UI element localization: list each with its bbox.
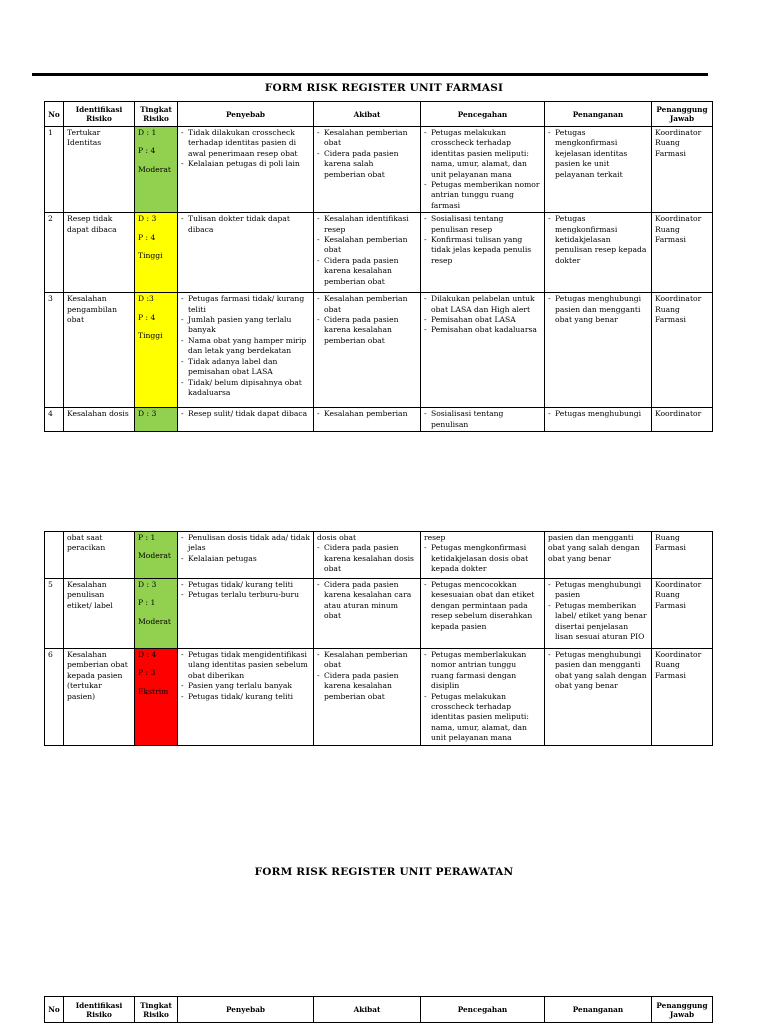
bullet-list (424, 214, 541, 266)
bullet-list (424, 543, 541, 574)
bullet-item: - Petugas memberikan nomor antrian tunggu ruang farmasi (424, 180, 541, 211)
bullet-item: - Kesalahan pemberian obat (317, 650, 417, 671)
bullet-list (548, 409, 648, 419)
row-number: 1 (45, 127, 64, 213)
handling-cell (545, 213, 652, 293)
header-row (45, 102, 713, 127)
bullet-list (181, 533, 310, 564)
risk-table-farmasi-continued (44, 531, 713, 746)
bullet-list (424, 580, 541, 632)
bullet-item: - Sosialisasi tentang penulisan (424, 409, 541, 430)
cause-cell (178, 408, 314, 432)
bullet-list (424, 294, 541, 336)
bullet-item: - Petugas menghubungi pasien (548, 580, 648, 601)
handling-cell (545, 649, 652, 746)
responsible-person: Koordinator Ruang Farmasi (652, 293, 713, 408)
bullet-list (548, 128, 648, 180)
bullet-list (181, 580, 310, 601)
risk-identification: Kesalahan pemberian obat kepada pasien (tertukar pasien) (64, 649, 135, 746)
table-row (45, 579, 713, 649)
risk-identification: Tertukar Identitas (64, 127, 135, 213)
col-pencegahan: Pencegahan (421, 102, 545, 127)
col-penyebab: Penyebab (178, 997, 314, 1023)
col-no: No (45, 997, 64, 1023)
effect-cell (314, 127, 421, 213)
risk-level-p: P : 1 (138, 598, 156, 608)
bullet-item: - Petugas mengkonfirmasi ketidakjelasan penulisan resep kepada dokter (548, 214, 648, 266)
col-penanganan: Penanganan (545, 102, 652, 127)
bullet-item: - Kelalaian petugas di poli lain (181, 159, 310, 169)
effect-cell (314, 649, 421, 746)
prevention-cell (421, 293, 545, 408)
col-identifikasi: Identifikasi Risiko (64, 997, 135, 1023)
bullet-item: - Petugas memberikan label/ etiket yang benar disertai penjelasan lisan sesuai aturan PIO (548, 601, 648, 643)
bullet-item: - Kesalahan pemberian obat (317, 235, 417, 256)
title-farmasi: FORM RISK REGISTER UNIT FARMASI (264, 82, 504, 94)
bullet-item: - Penulisan dosis tidak ada/ tidak jelas (181, 533, 310, 554)
bullet-item: - Cidera pada pasien karena kesalahan pemberian obat (317, 256, 417, 287)
prevention-cell (421, 127, 545, 213)
bullet-item: - Petugas farmasi tidak/ kurang teliti (181, 294, 310, 315)
risk-level-level: Moderat (138, 616, 171, 626)
risk-level-level: Tinggi (138, 331, 163, 341)
risk-level-p: P : 3 (138, 668, 156, 678)
effect-text: dosis obat (317, 533, 357, 542)
col-identifikasi: Identifikasi Risiko (64, 102, 135, 127)
bullet-item: - Petugas melakukan crosscheck terhadap identitas pasien meliputi: nama, umur, alamat, dan unit pelayanan mana (424, 128, 541, 180)
handling-cell (545, 579, 652, 649)
risk-level (135, 213, 178, 293)
effect-cell (314, 532, 421, 579)
cause-cell (178, 532, 314, 579)
risk-level (135, 579, 178, 649)
bullet-item: - Petugas memberlakukan nomor antrian tunggu ruang farmasi dengan disiplin (424, 650, 541, 692)
bullet-list (317, 128, 417, 180)
bullet-item: - Petugas menghubungi pasien dan mengganti obat yang salah dengan obat yang benar (548, 650, 648, 692)
bullet-list (424, 650, 541, 744)
col-akibat: Akibat (314, 997, 421, 1023)
bullet-item: - Petugas tidak/ kurang teliti (181, 692, 310, 702)
table-row (45, 408, 713, 432)
bullet-item: - Kesalahan pemberian (317, 409, 417, 419)
risk-level-level: Tinggi (138, 251, 163, 261)
risk-level-level: Moderat (138, 551, 171, 561)
risk-level-level: Moderat (138, 164, 171, 174)
handling-cell (545, 408, 652, 432)
bullet-item: - Petugas terlalu terburu-buru (181, 590, 310, 600)
table-row (45, 293, 713, 408)
bullet-list (548, 650, 648, 692)
bullet-item: - Tidak dilakukan crosscheck terhadap identitas pasien di awal penerimaan resep obat (181, 128, 310, 159)
table-row (45, 127, 713, 213)
bullet-item: - Petugas mengkonfirmasi ketidakjelasan dosis obat kepada dokter (424, 543, 541, 574)
risk-level-level: Ekstrim (138, 686, 169, 696)
bullet-item: - Cidera pada pasien karena kesalahan pemberian obat (317, 315, 417, 346)
col-penanggung: Penanggung Jawab (652, 997, 713, 1023)
bullet-item: - Tulisan dokter tidak dapat dibaca (181, 214, 310, 235)
bullet-item: - Jumlah pasien yang terlalu banyak (181, 315, 310, 336)
risk-identification: Kesalahan dosis (64, 408, 135, 432)
bullet-item: - Kesalahan identifikasi resep (317, 214, 417, 235)
bullet-list (317, 294, 417, 346)
col-penanganan: Penanganan (545, 997, 652, 1023)
bullet-list (317, 409, 417, 419)
row-number: 2 (45, 213, 64, 293)
handling-text: pasien dan mengganti obat yang salah dengan obat yang benar (548, 533, 640, 563)
risk-identification: Kesalahan pengambilan obat (64, 293, 135, 408)
risk-table-farmasi (44, 101, 713, 432)
bullet-item: - Petugas mencocokkan kesesuaian obat dan etiket dengan permintaan pada resep sebelum diserahkan kepada pasien (424, 580, 541, 632)
risk-level-p: P : 1 (138, 533, 156, 542)
responsible-person: Koordinator (652, 408, 713, 432)
bullet-item: - Nama obat yang hamper mirip dan letak yang berdekatan (181, 336, 310, 357)
row-number (45, 532, 64, 579)
effect-cell (314, 293, 421, 408)
bullet-item: - Resep sulit/ tidak dapat dibaca (181, 409, 310, 419)
risk-level-p: P : 4 (138, 312, 156, 322)
bullet-item: - Cidera pada pasien karena kesalahan cara atau aturan minum obat (317, 580, 417, 622)
bullet-item: - Petugas melakukan crosscheck terhadap identitas pasien meliputi: nama, umur, alamat, dan unit pelayanan mana (424, 692, 541, 744)
cause-cell (178, 127, 314, 213)
bullet-list (317, 580, 417, 622)
bullet-item: - Pemisahan obat LASA (424, 315, 541, 325)
header-row (45, 997, 713, 1023)
cause-cell (178, 293, 314, 408)
top-rule (32, 73, 708, 76)
table-row (45, 532, 713, 579)
risk-level (135, 127, 178, 213)
bullet-item: - Petugas tidak mengidentifikasi ulang identitas pasien sebelum obat diberikan (181, 650, 310, 681)
bullet-list (548, 214, 648, 266)
risk-identification: Kesalahan penulisan etiket/ label (64, 579, 135, 649)
prevention-cell (421, 532, 545, 579)
prevention-text: resep (424, 533, 446, 542)
col-tingkat: Tingkat Risiko (135, 102, 178, 127)
bullet-list (181, 128, 310, 170)
effect-cell (314, 408, 421, 432)
bullet-item: - Petugas mengkonfirmasi kejelasan identitas pasien ke unit pelayanan terkait (548, 128, 648, 180)
bullet-item: - Konfirmasi tulisan yang tidak jelas kepada penulis resep (424, 235, 541, 266)
bullet-list (181, 214, 310, 235)
bullet-item: - Sosialisasi tentang penulisan resep (424, 214, 541, 235)
responsible-person: Ruang Farmasi (652, 532, 713, 579)
prevention-cell (421, 579, 545, 649)
risk-level-d: D : 3 (138, 580, 157, 589)
row-number: 5 (45, 579, 64, 649)
col-no: No (45, 102, 64, 127)
bullet-item: - Pemisahan obat kadaluarsa (424, 325, 541, 335)
risk-table-perawatan (44, 996, 713, 1023)
bullet-item: - Kesalahan pemberian obat (317, 294, 417, 315)
responsible-person: Koordinator Ruang Farmasi (652, 127, 713, 213)
prevention-cell (421, 649, 545, 746)
bullet-item: - Tidak/ belum dipisahnya obat kadaluarsa (181, 378, 310, 399)
handling-cell (545, 293, 652, 408)
effect-cell (314, 579, 421, 649)
risk-level (135, 293, 178, 408)
bullet-list (317, 650, 417, 702)
risk-level-d: D :3 (138, 294, 154, 304)
row-number: 4 (45, 408, 64, 432)
risk-level (135, 532, 178, 579)
responsible-person: Koordinator Ruang Farmasi (652, 213, 713, 293)
responsible-person: Koordinator Ruang Farmasi (652, 579, 713, 649)
handling-cell (545, 532, 652, 579)
bullet-list (424, 409, 541, 430)
title-perawatan: FORM RISK REGISTER UNIT PERAWATAN (254, 866, 514, 878)
bullet-list (181, 294, 310, 398)
bullet-list (548, 294, 648, 325)
col-tingkat: Tingkat Risiko (135, 997, 178, 1023)
col-penyebab: Penyebab (178, 102, 314, 127)
bullet-list (548, 580, 648, 642)
cause-cell (178, 649, 314, 746)
handling-cell (545, 127, 652, 213)
bullet-list (317, 543, 417, 574)
table-row (45, 213, 713, 293)
risk-level (135, 408, 178, 432)
bullet-item: - Petugas menghubungi pasien dan mengganti obat yang benar (548, 294, 648, 325)
risk-level-d: D : 3 (138, 214, 157, 224)
row-number: 3 (45, 293, 64, 408)
bullet-item: - Pasien yang terlalu banyak (181, 681, 310, 691)
bullet-list (181, 409, 310, 419)
table-row (45, 649, 713, 746)
risk-level-d: D : 4 (138, 650, 157, 659)
row-number: 6 (45, 649, 64, 746)
col-akibat: Akibat (314, 102, 421, 127)
risk-level (135, 649, 178, 746)
bullet-item: - Kelalaian petugas (181, 554, 310, 564)
risk-identification: obat saat peracikan (64, 532, 135, 579)
bullet-item: - Dilakukan pelabelan untuk obat LASA dan High alert (424, 294, 541, 315)
col-pencegahan: Pencegahan (421, 997, 545, 1023)
risk-level-d: D : 3 (138, 409, 157, 419)
risk-identification: Resep tidak dapat dibaca (64, 213, 135, 293)
risk-level-p: P : 4 (138, 146, 156, 156)
risk-level-p: P : 4 (138, 232, 156, 242)
prevention-cell (421, 408, 545, 432)
prevention-cell (421, 213, 545, 293)
bullet-list (181, 650, 310, 702)
responsible-person: Koordinator Ruang Farmasi (652, 649, 713, 746)
bullet-item: - Petugas menghubungi (548, 409, 648, 419)
bullet-item: - Kesalahan pemberian obat (317, 128, 417, 149)
effect-cell (314, 213, 421, 293)
bullet-item: - Petugas tidak/ kurang teliti (181, 580, 310, 590)
col-penanggung: Penanggung Jawab (652, 102, 713, 127)
bullet-item: - Cidera pada pasien karena kesalahan pemberian obat (317, 671, 417, 702)
bullet-item: - Cidera pada pasien karena salah pemberian obat (317, 149, 417, 180)
bullet-list (424, 128, 541, 211)
cause-cell (178, 213, 314, 293)
risk-level-d: D : 1 (138, 128, 157, 137)
cause-cell (178, 579, 314, 649)
bullet-list (317, 214, 417, 287)
bullet-item: - Tidak adanya label dan pemisahan obat LASA (181, 357, 310, 378)
bullet-item: - Cidera pada pasien karena kesalahan dosis obat (317, 543, 417, 574)
